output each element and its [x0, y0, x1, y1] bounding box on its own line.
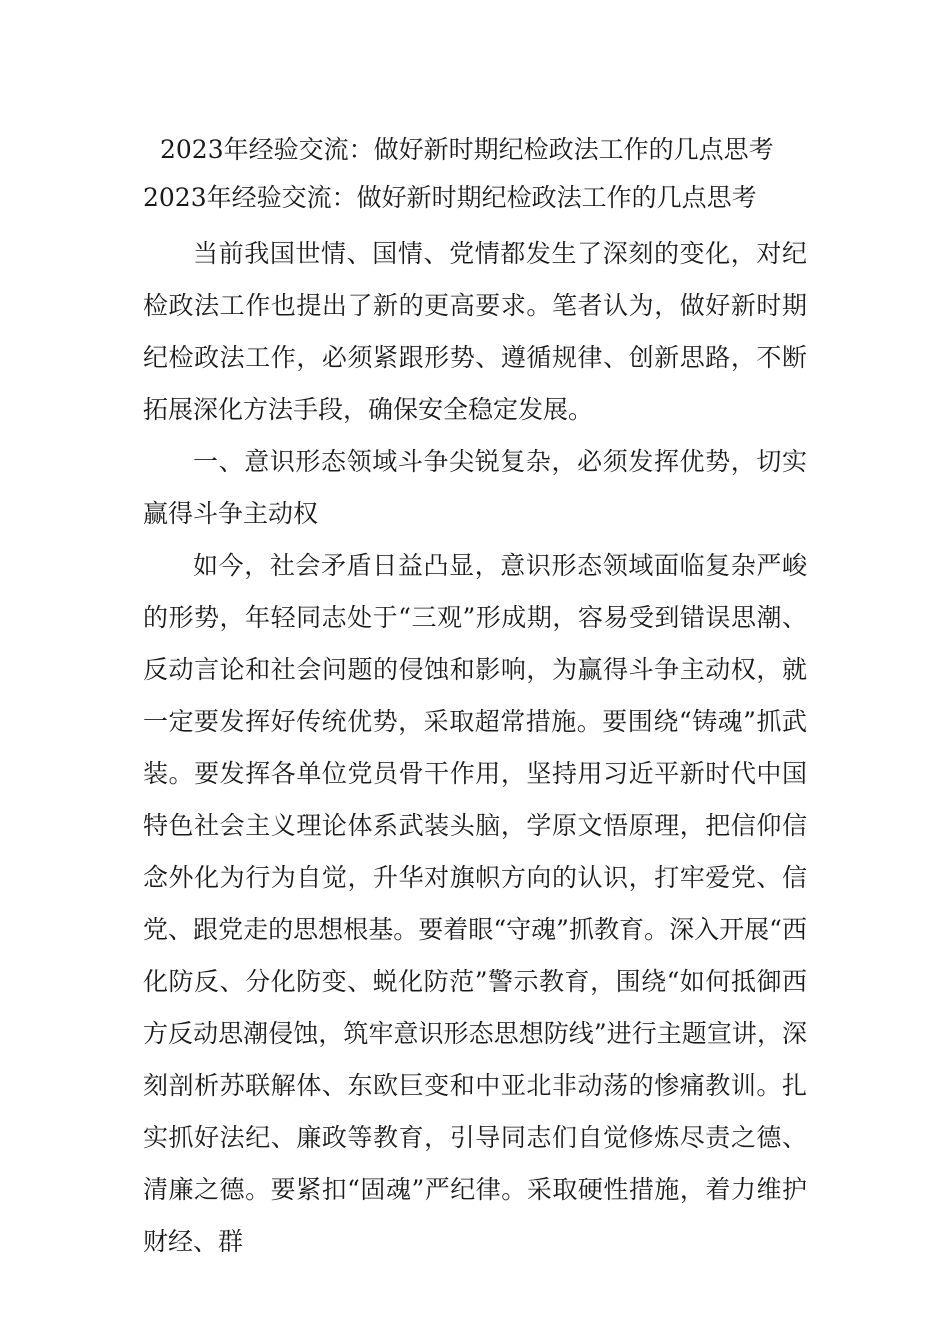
section-heading-1: 一、意识形态领域斗争尖锐复杂，必须发挥优势，切实赢得斗争主动权 — [143, 447, 807, 528]
document-body — [143, 228, 807, 1268]
document-title-repeat: 2023年经验交流：做好新时期纪检政法工作的几点思考 — [143, 183, 757, 212]
document-title: 2023年经验交流：做好新时期纪检政法工作的几点思考 — [160, 135, 774, 164]
paragraph-intro: 当前我国世情、国情、党情都发生了深刻的变化，对纪检政法工作也提出了新的更高要求。笔者认为，做好新时期纪检政法工作，必须紧跟形势、遵循规律、创新思路，不断拓展深化方法手段，确保安全稳定发展。 — [143, 239, 807, 424]
paragraph-section-1: 如今，社会矛盾日益凸显，意识形态领域面临复杂严峻的形势，年轻同志处于“三观”形成期，容易受到错误思潮、反动言论和社会问题的侵蚀和影响，为赢得斗争主动权，就一定要发挥好传统优势，采取超常措施。要围绕“铸魂”抓武装。要发挥各单位党员骨干作用，坚持用习近平新时代中国特色社会主义理论体系武装头脑，学原文悟原理，把信仰信念外化为行为自觉，升华对旗帜方向的认识，打牢爱党、信党、跟党走的思想根基。要着眼“守魂”抓教育。深入开展“西化防反、分化防变、蜕化防范”警示教育，围绕“如何抵御西方反动思潮侵蚀，筑牢意识形态思想防线”进行主题宣讲，深刻剖析苏联解体、东欧巨变和中亚北非动荡的惨痛教训。扎实抓好法纪、廉政等教育，引导同志们自觉修炼尽责之德、清廉之德。要紧扣“固魂”严纪律。采取硬性措施，着力维护财经、群 — [143, 551, 807, 1256]
